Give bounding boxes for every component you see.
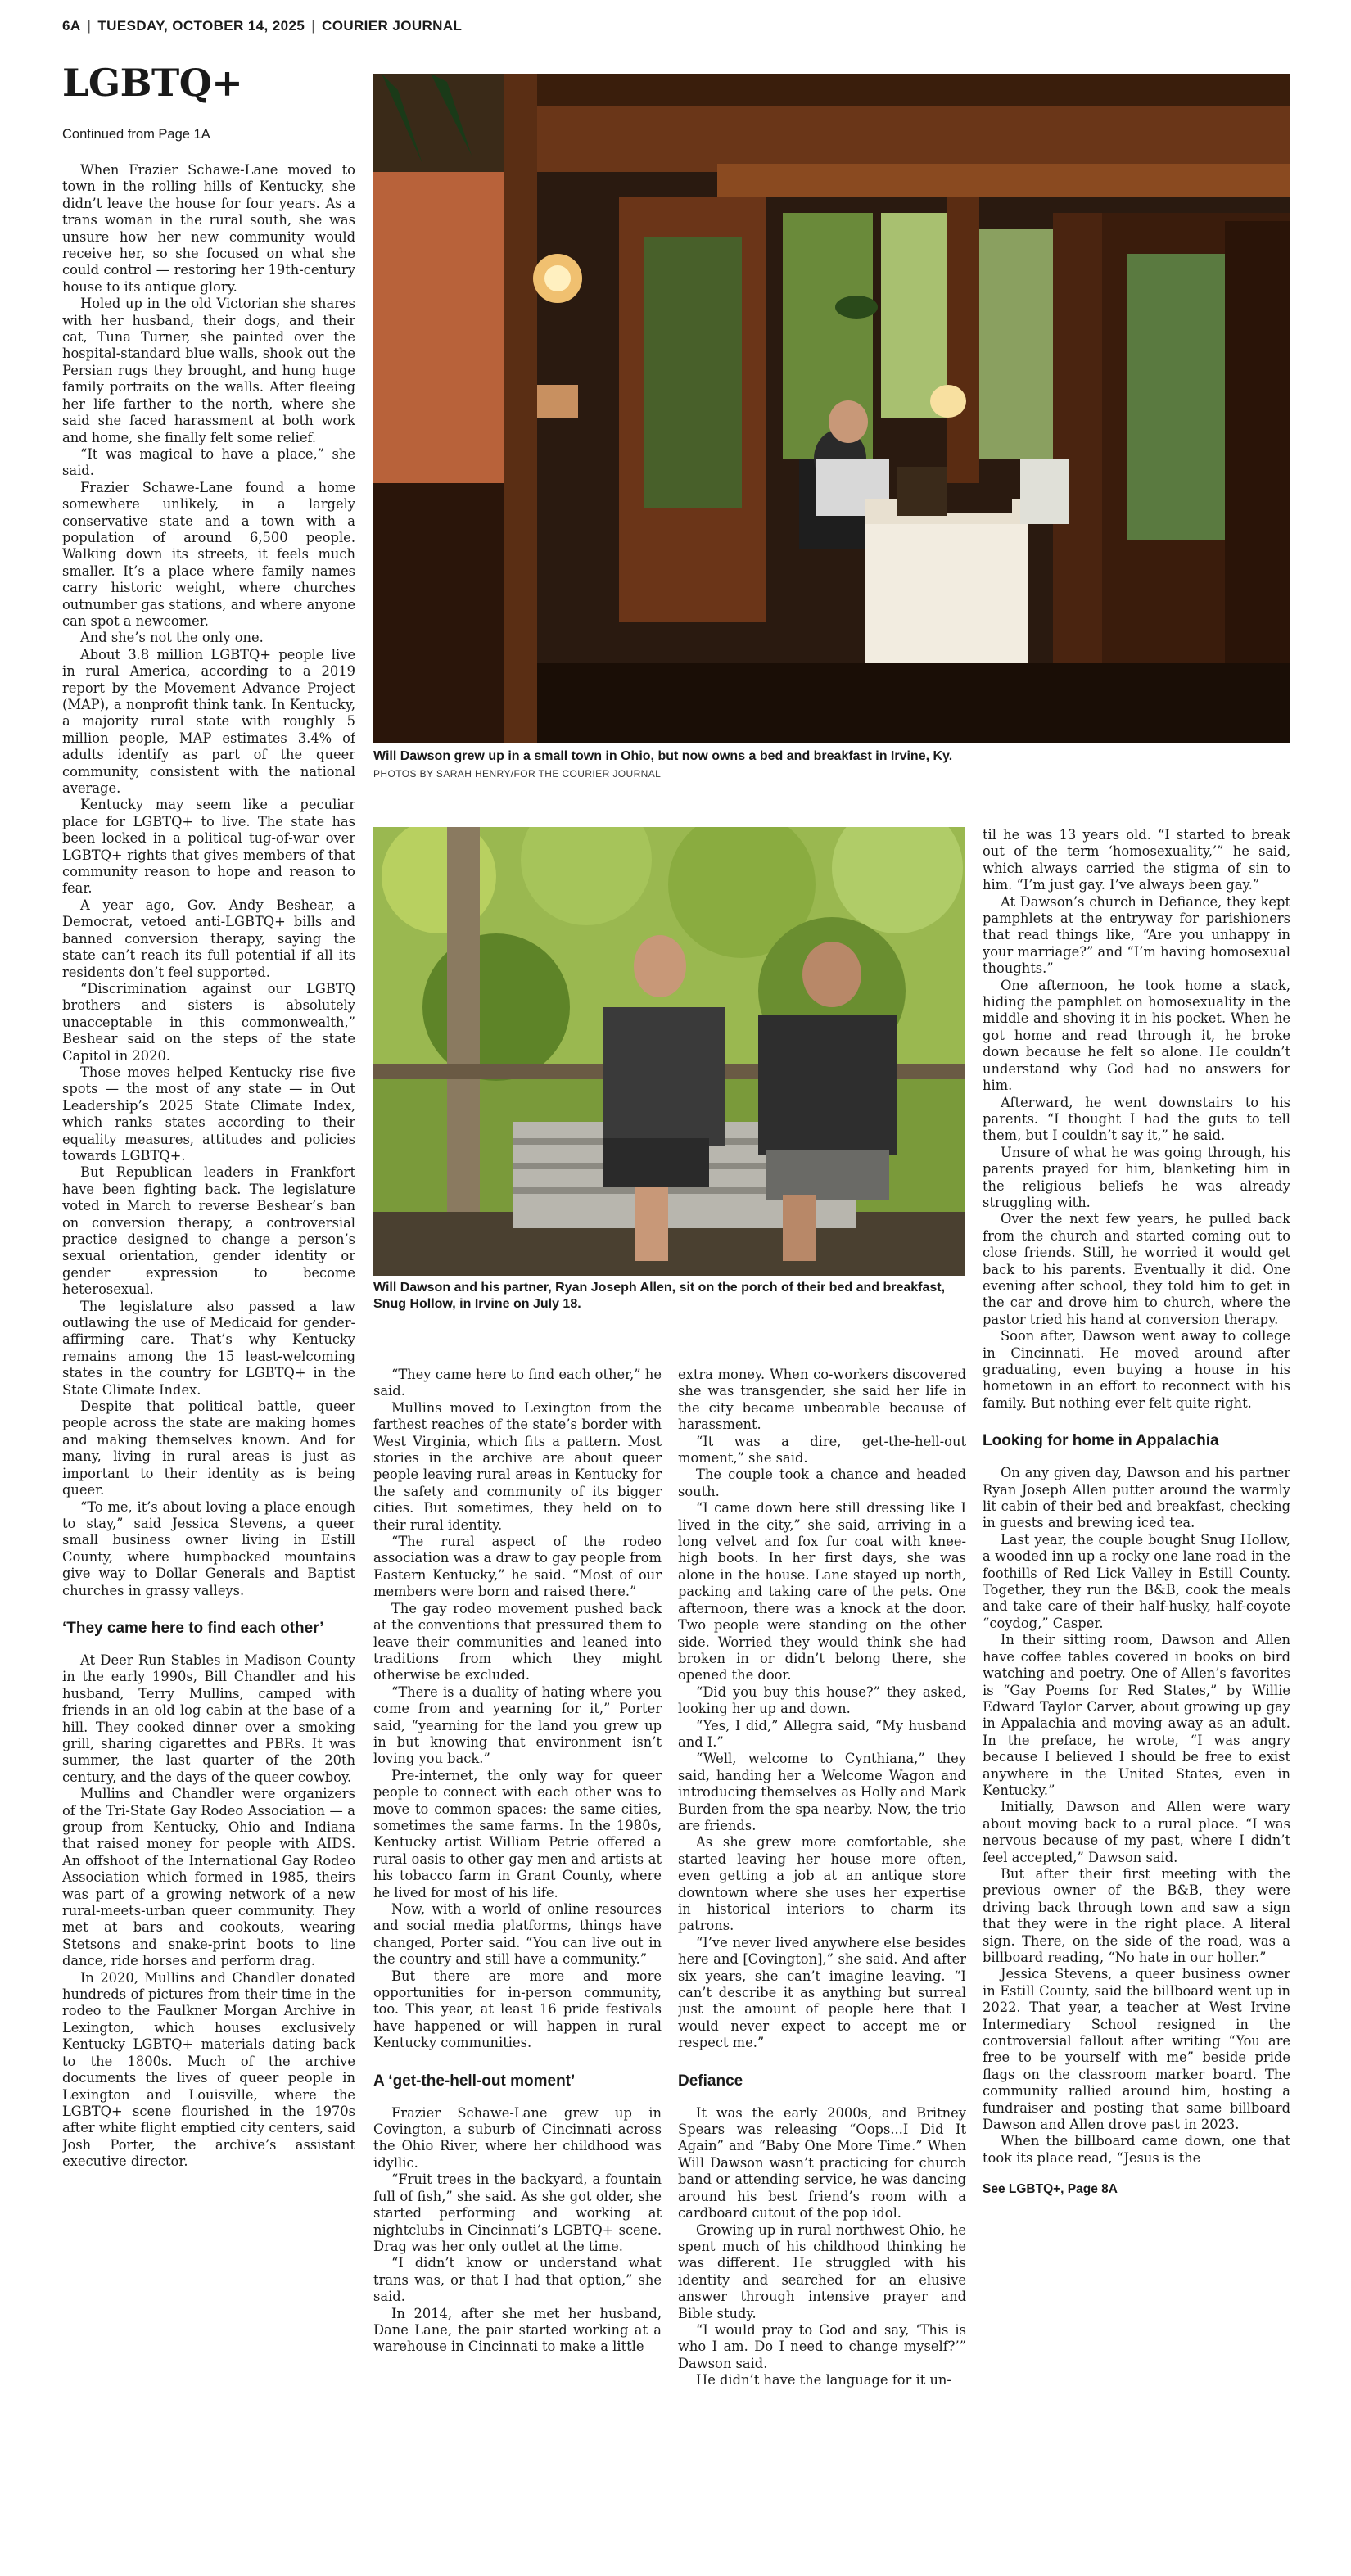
paragraph: “Discrimination against our LGBTQ brothers and sisters is absolutely unacceptable in this commonwealth,” Beshear said on the steps of the state Capitol in 2020. (62, 980, 355, 1064)
article-column-3 (678, 1367, 966, 2546)
photo-credit: PHOTOS BY SARAH HENRY/FOR THE COURIER JOURNAL (373, 768, 662, 780)
section-title: LGBTQ+ (62, 61, 243, 105)
paragraph: “I’ve never lived anywhere else besides here and [Covington],” she said. And after six years, she can’t imagine leaving. “I can’t describe it as anything but surreal just the amount of people here that I would never expect to accept me or respect me.” (678, 1934, 966, 2051)
paragraph: One afternoon, he took home a stack, hiding the pamphlet on homosexuality in the middle and shoving it in his pocket. When he got home and read through it, he broke down because he felt so alone. He couldn’t understand why God had no answers for him. (983, 977, 1290, 1094)
article-column-2 (373, 1367, 662, 2546)
paragraph: On any given day, Dawson and his partner Ryan Joseph Allen putter around the warmly lit cabin of their bed and breakfast, checking in guests and brewing iced tea. (983, 1465, 1290, 1531)
paragraph: Mullins and Chandler were organizers of the Tri-State Gay Rodeo Association — a group from Kentucky, Ohio and Indiana that raised money for people with AIDS. An offshoot of the International Gay Rodeo Association which formed in 1985, theirs was part of a growing network of a new rural-meets-urban queer community. They met at bars and cookouts, wearing Stetsons and snake-print boots to line dance, ride horses and perform drag. (62, 1786, 355, 1969)
paragraph: It was the early 2000s, and Britney Spears was releasing “Oops...I Did It Again” and “Baby One More Time.” When Will Dawson wasn’t practicing for church band or attending service, he was dancing around his best friend’s room with a cardboard cutout of the pop idol. (678, 2104, 966, 2221)
paragraph: The legislature also passed a law outlawing the use of Medicaid for gender-affirming care. That’s why Kentucky remains among the 15 least-welcoming states in the country for LGBTQ+ in the State Climate Index. (62, 1298, 355, 1398)
photo-dawson-allen-porch (373, 827, 965, 1276)
subheading: ‘They came here to find each other’ (62, 1619, 324, 1637)
paragraph: Despite that political battle, queer people across the state are making homes and making themselves known. And for many, living in rural areas is just as important to their identity as is being queer. (62, 1399, 355, 1498)
paragraph: In 2020, Mullins and Chandler donated hundreds of pictures from their time in the rodeo to the Faulkner Morgan Archive in Lexington, which houses exclusively Kentucky LGBTQ+ materials dating back to the 1800s. Much of the archive documents the lives of queer people in Lexington and Louisville, where the LGBTQ+ scene flourished in the 1970s after white flight emptied city centers, said Josh Porter, the archive’s assistant executive director. (62, 1969, 355, 2170)
paragraph: Afterward, he went downstairs to his parents. “I thought I had the guts to tell them, but I couldn’t say it,” he said. (983, 1094, 1290, 1144)
paragraph: When Frazier Schawe-Lane moved to town in the rolling hills of Kentucky, she didn’t leave the house for four years. As a trans woman in the rural south, she was unsure how her new community would receive her, so she focused on what she could control — restoring her 19th-century house to its antique glory. (62, 162, 355, 295)
paragraph: “Fruit trees in the backyard, a fountain full of fish,” she said. As she got older, she started performing and working at nightclubs in Cincinnati’s LGBTQ+ scene. Drag was her only outlet at the time. (373, 2172, 662, 2254)
article-column-4 (983, 827, 1290, 2547)
paragraph: He didn’t have the language for it un- (696, 2372, 951, 2388)
paragraph: Last year, the couple bought Snug Hollow, a wooded inn up a rocky one lane road in the foothills of Red Lick Valley in Estill County. Together, they run the B&B, cook the meals and take care of their half-husky, half-coyote “coydog,” Casper. (983, 1531, 1290, 1631)
paragraph: til he was 13 years old. “I started to break out of the term ‘homosexuality,’” he said, which always carried the stigma of sin to him. “I’m just gay. I’ve always been gay.” (983, 827, 1290, 893)
paragraph: Unsure of what he was going through, his parents prayed for him, blanketing him in the religious beliefs he was already struggling with. (983, 1144, 1290, 1210)
paragraph: “Did you buy this house?” they asked, looking her up and down. (678, 1683, 966, 1717)
paragraph: “It was magical to have a place,” she said. (62, 445, 355, 479)
masthead (62, 18, 1290, 38)
paragraph: “I came down here still dressing like I lived in the city,” she said, arriving in a long velvet and fox fur coat with knee-high boots. In her first days, she was alone in the house. Lane stayed up north, packing and taking care of the pets. One afternoon, there was a knock at the door. Two people were standing on the other side. Worried they would think she had broken in or didn’t belong there, she opened the door. (678, 1500, 966, 1683)
paragraph: “There is a duality of hating where you come from and yearning for it,” Porter said, “yearning for the land you grew up in but knowing that environment isn’t loving you back.” (373, 1683, 662, 1767)
subheading: Looking for home in Appalachia (983, 1432, 1219, 1450)
jump-line[interactable]: See LGBTQ+, Page 8A (983, 2182, 1118, 2197)
masthead-separator: | (311, 18, 316, 34)
paragraph: Initially, Dawson and Allen were wary about moving back to a rural place. “I was nervous because of my past, where I didn’t feel accepted,” Dawson said. (983, 1799, 1290, 1865)
paragraph: “I didn’t know or understand what trans was, or that I had that option,” she said. (373, 2255, 662, 2305)
paragraph: Jessica Stevens, a queer business owner in Estill County, said the billboard went up in 2022. That year, a teacher at West Irvine Intermediary School resigned in the controversial fallout after writing “You are free to be yourself with me” beside pride flags on the classroom marker board. The community rallied around him, hosting a fundraiser and posting that same billboard Dawson and Allen drove past in 2023. (983, 1966, 1290, 2133)
paragraph: In their sitting room, Dawson and Allen have coffee tables covered in books on bird watching and poetry. One of Allen’s favorites is “Gay Poems for Red States,” by Willie Edward Taylor Carver, about growing up gay in Appalachia and moving away as an adult. In the preface, he wrote, “I was angry because I believed I should be free to exist anywhere in the United States, even in Kentucky.” (983, 1632, 1290, 1798)
issue-date: TUESDAY, OCTOBER 14, 2025 (97, 18, 305, 34)
photo-caption: Will Dawson grew up in a small town in Ohio, but now owns a bed and breakfast in Irvine, Ky. (373, 749, 953, 763)
paragraph: Pre-internet, the only way for queer people to connect with each other was to move to common spaces: the same cities, sometimes the same farms. In the 1980s, Kentucky artist William Petrie offered a rural oasis to other gay men and artists at his tobacco farm in Grant County, where he lived for most of his life. (373, 1767, 662, 1900)
paragraph: But after their first meeting with the previous owner of the B&B, they were driving back through town and saw a sign that they were in the right place. A literal sign. There, on the side of the road, was a billboard reading, “No hate in our holler.” (983, 1865, 1290, 1965)
paragraph: Frazier Schawe-Lane grew up in Covington, a suburb of Cincinnati across the Ohio River, where her childhood was idyllic. (373, 2104, 662, 2171)
page-number: 6A (62, 18, 81, 34)
paragraph: A year ago, Gov. Andy Beshear, a Democrat, vetoed anti-LGBTQ+ bills and banned conversion therapy, saying the state can’t reach its full potential if all its residents don’t feel supported. (62, 897, 355, 980)
paragraph: And she’s not the only one. (80, 630, 264, 646)
paragraph: “Yes, I did,” Allegra said, “My husband and I.” (678, 1717, 966, 1750)
photo-will-dawson-office (373, 74, 1290, 743)
paragraph: “They came here to find each other,” he said. (373, 1367, 662, 1399)
subheading: A ‘get-the-hell-out moment’ (373, 2072, 576, 2090)
paragraph: The couple took a chance and headed south. (678, 1467, 966, 1499)
photo-caption: Will Dawson and his partner, Ryan Joseph Allen, sit on the porch of their bed and breakfast, Snug Hollow, in Irvine on July 18. (373, 1281, 946, 1311)
paragraph: About 3.8 million LGBTQ+ people live in rural America, according to a 2019 report by the Movement Advance Project (MAP), a nonprofit think tank. In Kentucky, a majority rural state with roughly 5 million people, MAP estimates 3.4% of adults identify as part of the queer community, consistent with the national average. (62, 646, 355, 797)
paragraph: extra money. When co-workers discovered she was transgender, she said her life in the city became unbearable because of harassment. (678, 1367, 966, 1433)
paragraph: Those moves helped Kentucky rise five spots — the most of any state — in Out Leadership’s 2025 State Climate Index, which ranks states according to their equality measures, attitudes and policies towards LGBTQ+. (62, 1064, 355, 1164)
paragraph: Frazier Schawe-Lane found a home somewhere unlikely, in a largely conservative state and a town with a population of around 6,500 people. Walking down its streets, it feels much smaller. It’s a place where family names carry historic weight, where churches outnumber gas stations, and where anyone can spot a newcomer. (62, 479, 355, 629)
paragraph: At Deer Run Stables in Madison County in the early 1990s, Bill Chandler and his husband, Terry Mullins, camped with friends in an old log cabin at the base of a hill. They cooked dinner over a smoking grill, sharing cigarettes and PBRs. It was summer, the last quarter of the 20th century, and the days of the queer cowboy. (62, 1652, 355, 1785)
paragraph: Now, with a world of online resources and social media platforms, things have changed, Porter said. “You can live out in the country and still have a community.” (373, 1901, 662, 1968)
paragraph: “To me, it’s about loving a place enough to stay,” said Jessica Stevens, a queer small business owner living in Estill County, where humpbacked mountains give way to Dollar Generals and Baptist churches in grassy valleys. (62, 1498, 355, 1598)
paragraph: Growing up in rural northwest Ohio, he spent much of his childhood thinking he was different. He struggled with his identity and searched for an elusive answer through intensive prayer and Bible study. (678, 2221, 966, 2321)
masthead-separator: | (87, 18, 92, 34)
paragraph: The gay rodeo movement pushed back at the conventions that pressured them to leave their communities and leaned into traditions from which they might otherwise be excluded. (373, 1600, 662, 1683)
paragraph: As she grew more comfortable, she started leaving her house more often, even getting a job at an antique store downtown where she uses her expertise in historical interiors to charm its patrons. (678, 1834, 966, 1934)
paragraph: Over the next few years, he pulled back from the church and started coming out to close friends. Still, he worried it would get back to his parents. Eventually it did. One evening after school, they told him to get in the car and drove him to church, where the pastor tried his hand at conversion therapy. (983, 1211, 1290, 1327)
paragraph: In 2014, after she met her husband, Dane Lane, the pair started working at a warehouse in Cincinnati to make a little (373, 2305, 662, 2355)
paragraph: “It was a dire, get-the-hell-out moment,” she said. (678, 1433, 966, 1467)
newspaper-name: COURIER JOURNAL (322, 18, 463, 34)
paragraph: Soon after, Dawson went away to college in Cincinnati. He moved around after graduating, even buying a house in his hometown in an effort to reconnect with his family. But nothing ever felt quite right. (983, 1328, 1290, 1411)
paragraph: “Well, welcome to Cynthiana,” they said, handing her a Welcome Wagon and introducing themselves as Holly and Mark Burden from the spa nearby. Now, the trio are friends. (678, 1751, 966, 1833)
article-column-1 (62, 162, 355, 2201)
paragraph: When the billboard came down, one that took its place read, “Jesus is the (983, 2133, 1290, 2166)
paragraph: “I would pray to God and say, ‘This is who I am. Do I need to change myself?’” Dawson said. (678, 2321, 966, 2371)
paragraph: Kentucky may seem like a peculiar place for LGBTQ+ to live. The state has been locked in a political tug-of-war over LGBTQ+ rights that gives members of that community reason to hope and reason to fear. (62, 797, 355, 897)
paragraph: Holed up in the old Victorian she shares with her husband, their dogs, and their cat, Tuna Turner, she painted over the hospital-standard blue walls, shook out the Persian rugs they brought, and hung huge family portraits on the walls. After fleeing her life farther to the north, where she said she faced harassment at both work and home, she finally felt some relief. (62, 296, 355, 445)
paragraph: Mullins moved to Lexington from the farthest reaches of the state’s border with West Virginia, which fits a pattern. Most stories in the archive are about queer people leaving rural areas in Kentucky for the safety and community of its bigger cities. But sometimes, they held on to their rural identity. (373, 1399, 662, 1533)
continued-from-line: Continued from Page 1A (62, 127, 210, 142)
paragraph: At Dawson’s church in Defiance, they kept pamphlets at the entryway for parishioners that read things like, “Are you unhappy in your marriage?” and “I’m having homosexual thoughts.” (983, 893, 1290, 977)
paragraph: But Republican leaders in Frankfort have been fighting back. The legislature voted in March to reverse Beshear’s ban on conversion therapy, a controversial practice designed to change a person’s sexual orientation, gender identity or gender expression to become heterosexual. (62, 1164, 355, 1298)
subheading: Defiance (678, 2072, 743, 2090)
paragraph: “The rural aspect of the rodeo association was a draw to gay people from Eastern Kentucky,” he said. “Most of our members were born and raised there.” (373, 1534, 662, 1600)
paragraph: But there are more and more opportunities for in-person community, too. This year, at least 16 pride festivals have happened or will happen in rural Kentucky communities. (373, 1968, 662, 2051)
